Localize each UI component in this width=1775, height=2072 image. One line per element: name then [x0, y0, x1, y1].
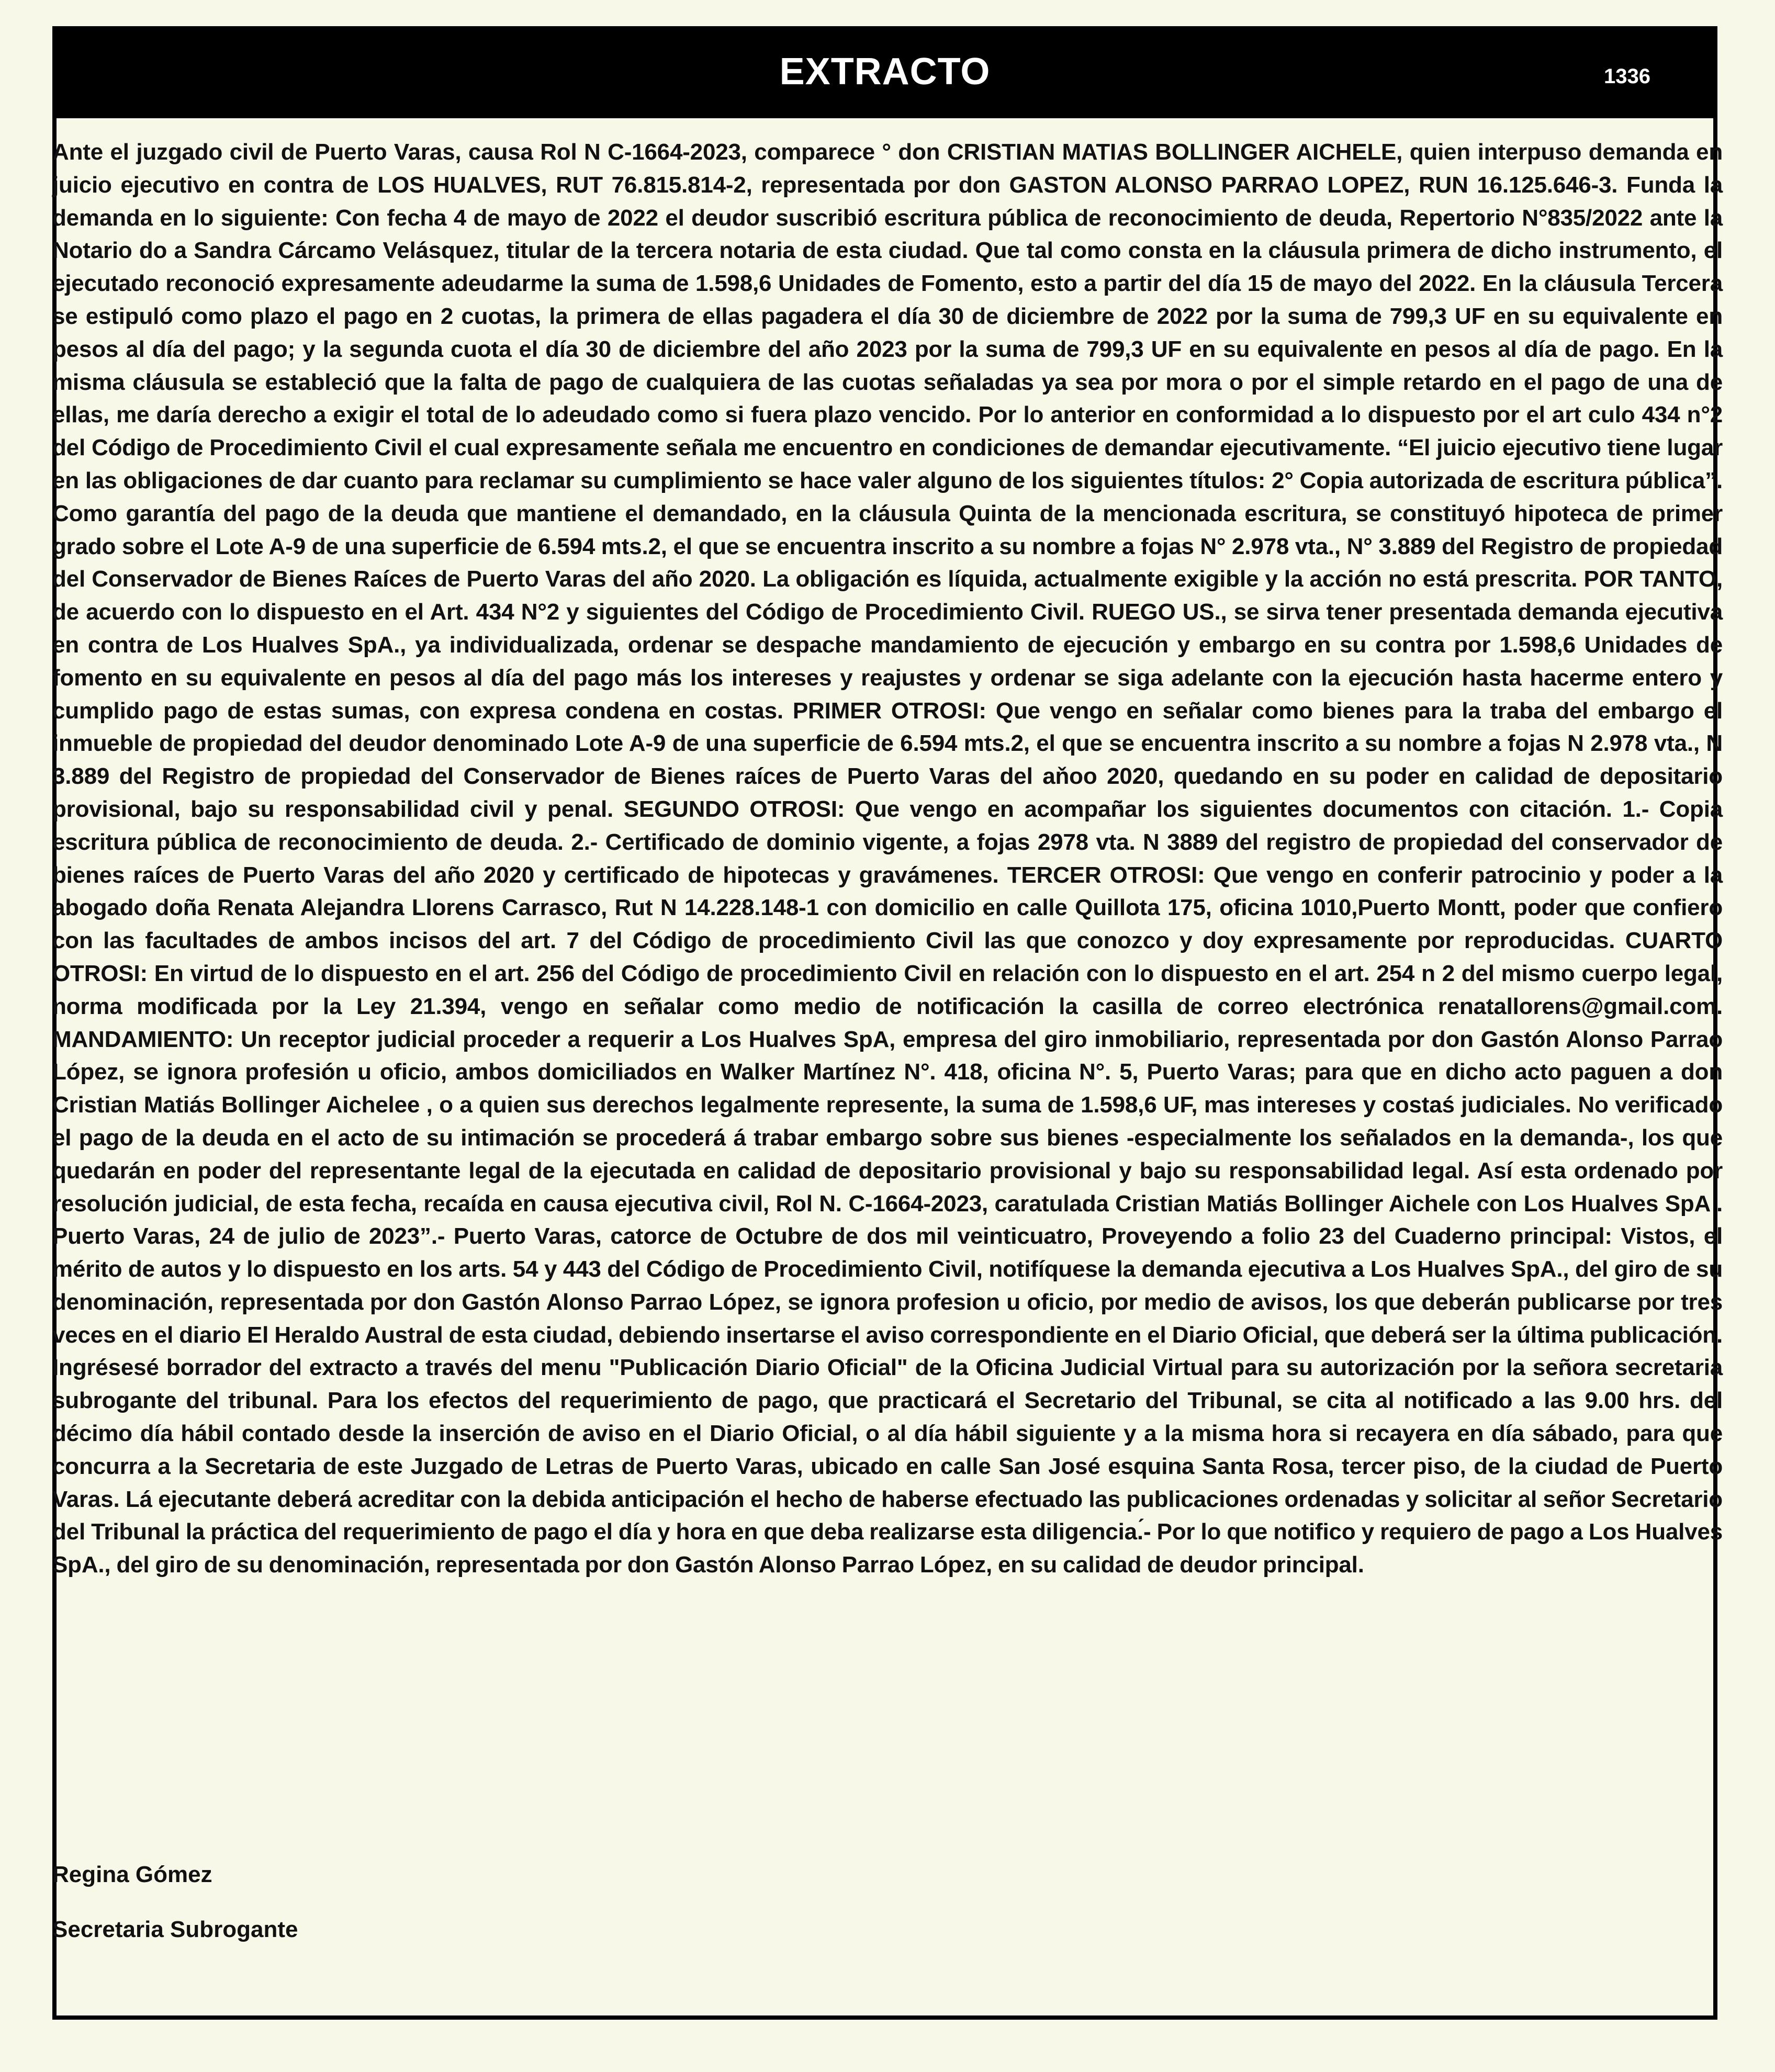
- document-number: 1336: [1604, 65, 1650, 88]
- header-bar: [57, 30, 1713, 118]
- signature-name: Regina Gómez: [52, 1862, 212, 1887]
- document-title: EXTRACTO: [779, 51, 991, 93]
- signature-title: Secretaria Subrogante: [52, 1917, 298, 1942]
- body-text: Ante el juzgado civil de Puerto Varas, causa Rol N C-1664-2023, comparece ° don CRISTIAN MATIAS BOLLINGER AICHELE, quien interpuso demanda en juicio ejecutivo en contra de LOS HUALVES, RUT 76.815.814-2, representada por don GASTON ALONSO PARRAO LOPEZ, RUN 16.125.646-3. Funda la demanda en lo siguiente: Con fecha 4 de mayo de 2022 el deudor suscribió escritura pública de reconocimiento de deuda, Repertorio N°835/2022 ante la Notario do a Sandra Cárcamo Velásquez, titular de la tercera notaria de esta ciudad. Que tal como consta en la cláusula primera de dicho instrumento, el ejecutado reconoció expresamente adeudarme la suma de 1.598,6 Unidades de Fomento, esto a partir del día 15 de mayo del 2022. En la cláusula Tercera se estipuló como plazo el pago en 2 cuotas, la primera de ellas pagadera el día 30 de diciembre de 2022 por la suma de 799,3 UF en su equivalente en pesos al día del pago; y la segunda cuota el día 30 de diciembre del año 2023 por la suma de 799,3 UF en su equivalente en pesos al día de pago. En la misma cláusula se estableció que la falta de pago de cualquiera de las cuotas señaladas ya sea por mora o por el simple retardo en el pago de una de ellas, me daría derecho a exigir el total de lo adeudado como si fuera plazo vencido. Por lo anterior en conformidad a lo dispuesto por el art culo 434 n°2 del Código de Procedimiento Civil el cual expresamente señala me encuentro en condiciones de demandar ejecutivamente. “El juicio ejecutivo tiene lugar en las obligaciones de dar cuanto para reclamar su cumplimiento se hace valer alguno de los siguientes títulos: 2° Copia autorizada de escritura pública”. Como garantía del pago de la deuda que mantiene el demandado, en la cláusula Quinta de la mencionada escritura, se constituyó hipoteca de primer grado sobre el Lote A-9 de una superficie de 6.594 mts.2, el que se encuentra inscrito a su nombre a fojas N° 2.978 vta., N° 3.889 del Registro de propiedad del Conservador de Bienes Raíces de Puerto Varas del año 2020. La obligación es líquida, actualmente exigible y la acción no está prescrita. POR TANTO, de acuerdo con lo dispuesto en el Art. 434 N°2 y siguientes del Código de Procedimiento Civil. RUEGO US., se sirva tener presentada demanda ejecutiva en contra de Los Hualves SpA., ya individualizada, ordenar se despache mandamiento de ejecución y embargo en su contra por 1.598,6 Unidades de fomento en su equivalente en pesos al día del pago más los intereses y reajustes y ordenar se siga adelante con la ejecución hasta hacerme entero y cumplido pago de estas sumas, con expresa condena en costas. PRIMER OTROSI: Que vengo en señalar como bienes para la traba del embargo el inmueble de propiedad del deudor denominado Lote A-9 de una superficie de 6.594 mts.2, el que se encuentra inscrito a su nombre a fojas N 2.978 vta., N 3.889 del Registro de propiedad del Conservador de Bienes raíces de Puerto Varas del aňoo 2020, quedando en su poder en calidad de depositario provisional, bajo su responsabilidad civil y penal. SEGUNDO OTROSI: Que vengo en acompañar los siguientes documentos con citación. 1.- Copia escritura pública de reconocimiento de deuda. 2.- Certificado de dominio vigente, a fojas 2978 vta. N 3889 del registro de propiedad del conservador de bienes raíces de Puerto Varas del año 2020 y certificado de hipotecas y gravámenes. TERCER OTROSI: Que vengo en conferir patrocinio y poder a la abogado doña Renata Alejandra Llorens Carrasco, Rut N 14.228.148-1 con domicilio en calle Quillota 175, oficina 1010,Puerto Montt, poder que confiero con las facultades de ambos incisos del art. 7 del Código de procedimiento Civil las que conozco y doy expresamente por reproducidas. CUARTO OTROSI: En virtud de lo dispuesto en el art. 256 del Código de procedimiento Civil en relación con lo dispuesto en el art. 254 n 2 del mismo cuerpo legal, norma modificada por la Ley 21.394, vengo en señalar como medio de notificación la casilla de correo electrónica renatallorens@gmail.com. MANDAMIENTO: Un receptor judicial proceder a requerir a Los Hualves SpA, empresa del giro inmobiliario, representada por don Gastón Alonso Parrao López, se ignora profesión u oficio, ambos domiciliados en Walker Martínez N°. 418, oficina N°. 5, Puerto Varas; para que en dicho acto paguen a don Cristian Matiás Bollinger Aichelee , o a quien sus derechos legalmente represente, la suma de 1.598,6 UF, mas intereses y costaś judiciales. No verificado el pago de la deuda en el acto de su intimación se procederá á trabar embargo sobre sus bienes -especialmente los señalados en la demanda-, los que quedarán en poder del representante legal de la ejecutada en calidad de depositario provisional y bajo su responsabilidad legal. Así esta ordenado por resolución judicial, de esta fecha, recaída en causa ejecutiva civil, Rol N. C-1664-2023, caratulada Cristian Matiás Bollinger Aichele con Los Hualves SpA . Puerto Varas, 24 de julio de 2023”.- Puerto Varas, catorce de Octubre de dos mil veinticuatro, Proveyendo a folio 23 del Cuaderno principal: Vistos, el mérito de autos y lo dispuesto en los arts. 54 y 443 del Código de Procedimiento Civil, notifíquese la demanda ejecutiva a Los Hualves SpA., del giro de su denominación, representada por don Gastón Alonso Parrao López, se ignora profesion u oficio, por medio de avisos, los que deberán publicarse por tres veces en el diario El Heraldo Austral de esta ciudad, debiendo insertarse el aviso correspondiente en el Diario Oficial, que deberá ser la última publicación. Ingrésesé borrador del extracto a través del menu "Publicación Diario Oficial" de la Oficina Judicial Virtual para su autorización por la señora secretaria subrogante del tribunal. Para los efectos del requerimiento de pago, que practicará el Secretario del Tribunal, se cita al notificado a las 9.00 hrs. del décimo día hábil contado desde la inserción de aviso en el Diario Oficial, o al día hábil siguiente y a la misma hora si recayera en día sábado, para que concurra a la Secretaria de este Juzgado de Letras de Puerto Varas, ubicado en calle San José esquina Santa Rosa, tercer piso, de la ciudad de Puerto Varas. Lá ejecutante deberá acreditar con la debida anticipación el hecho de haberse efectuado las publicaciones ordenadas y solicitar al señor Secretario del Tribunal la práctica del requerimiento de pago el día y hora en que deba realizarse esta diligencia.́- Por lo que notifico y requiero de pago a Los Hualves SpA., del giro de su denominación, representada por don Gastón Alonso Parrao López, en su calidad de deudor principal.: [52, 139, 1723, 1578]
